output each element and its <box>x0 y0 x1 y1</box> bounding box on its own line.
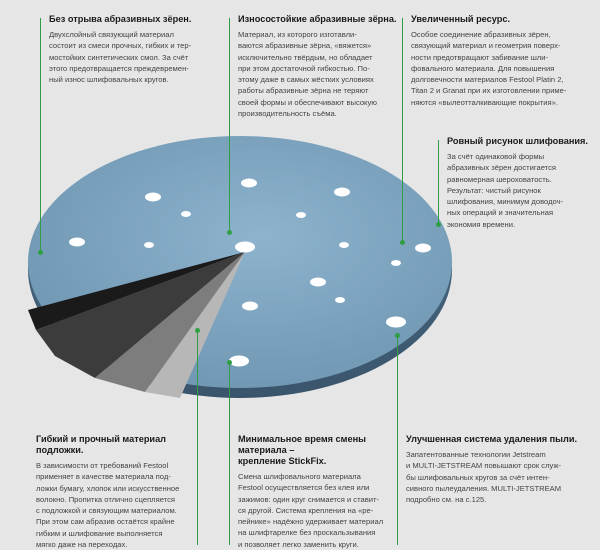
leader-dot <box>227 360 232 365</box>
feature-title: Ровный рисунок шлифования. <box>447 136 588 146</box>
hole <box>296 212 306 218</box>
leader-line <box>402 18 403 243</box>
leader-dot <box>227 230 232 235</box>
hole <box>235 242 255 253</box>
feature-text: Материал, из которого изготавли- ваются абразивные зёрна, «вяжется» исключительно твёрдым, но обладает при этом достаточной гибкостью. По- этому даже в самых жёстких условиях работы абразивные зёрна не теряют своей формы и обеспечивают высокую производительность съёма. <box>238 30 377 119</box>
feature-text: Особое соединение абразивных зёрен, связующий материал и геометрия поверх- ности предотвращают забивание шли- фовального материала. Для повышения долговечности материалов Festool Platin 2, Titan 2 и Granat при их изготовлении приме- няются «вылеотталкивающие покрытия». <box>411 30 567 107</box>
feature-wear-resistant <box>238 14 398 119</box>
feature-title: Износостойкие абразивные зёрна. <box>238 14 397 24</box>
feature-quick-change <box>238 434 403 550</box>
hole <box>181 211 191 217</box>
hole <box>391 260 401 266</box>
leader-dot <box>195 328 200 333</box>
feature-title: Увеличенный ресурс. <box>411 14 511 24</box>
leader-line <box>40 18 41 253</box>
feature-anti-clog <box>49 14 227 85</box>
leader-dot <box>436 222 441 227</box>
feature-flexible-backing <box>36 434 196 550</box>
hole <box>335 297 345 303</box>
feature-text: За счёт одинаковой формы абразивных зёрен достигается равномерная шероховатость. Результат: чистый рисунок шлифования, минимум доводоч- ных операций и значительная экономия времени. <box>447 152 564 229</box>
feature-text: Смена шлифовального материала Festool осуществляется без клея или зажимов: один круг снимается и ставит- ся другой. Система крепления на «ре- пейнике» надёжно удерживает материал на шлифтарелке без проскальзывания и позволяет легко заменить круги. <box>238 472 384 549</box>
feature-text: В зависимости от требований Festool применяет в качестве материала под- ложки бумагу, хлопок или искусственное волокно. Пропитка отлично сцепляется с подложкой и связующим материалом. При этом сам абразив остаётся крайне гибким и шлифование выполняется мягко даже на переходах. <box>36 461 180 550</box>
hole <box>229 356 249 367</box>
hole <box>415 244 431 253</box>
feature-text: Двухслойный связующий материал состоит из смеси прочных, гибких и тер- мостойких синтетических смол. За счёт этого предотвращается преждевремен- ный износ шлифовальных кругов. <box>49 30 192 85</box>
leader-line <box>229 18 230 233</box>
feature-dust-extraction <box>406 434 596 505</box>
hole <box>242 302 258 311</box>
leader-line <box>197 330 198 545</box>
hole <box>334 188 350 197</box>
hole <box>339 242 349 248</box>
hole <box>144 242 154 248</box>
leader-line <box>438 140 439 225</box>
hole <box>241 179 257 188</box>
leader-line <box>229 362 230 545</box>
feature-title: Минимальное время смены материала – крепление StickFix. <box>238 434 366 466</box>
feature-title: Без отрыва абразивных зёрен. <box>49 14 192 24</box>
leader-dot <box>395 333 400 338</box>
feature-text: Запатентованные технологии Jetstream и MULTI-JETSTREAM повышают срок служ- бы шлифовальных кругов за счёт интен- сивного пылеудаления. MULTI-JETSTREAM подробно см. на с.125. <box>406 450 562 505</box>
hole <box>310 278 326 287</box>
hole <box>386 317 406 328</box>
feature-title: Гибкий и прочный материал подложки. <box>36 434 167 455</box>
hole <box>145 193 161 202</box>
feature-longer-life <box>411 14 597 108</box>
leader-dot <box>38 250 43 255</box>
leader-dot <box>400 240 405 245</box>
hole <box>69 238 85 247</box>
feature-title: Улучшенная система удаления пыли. <box>406 434 578 444</box>
feature-even-pattern <box>447 136 597 230</box>
